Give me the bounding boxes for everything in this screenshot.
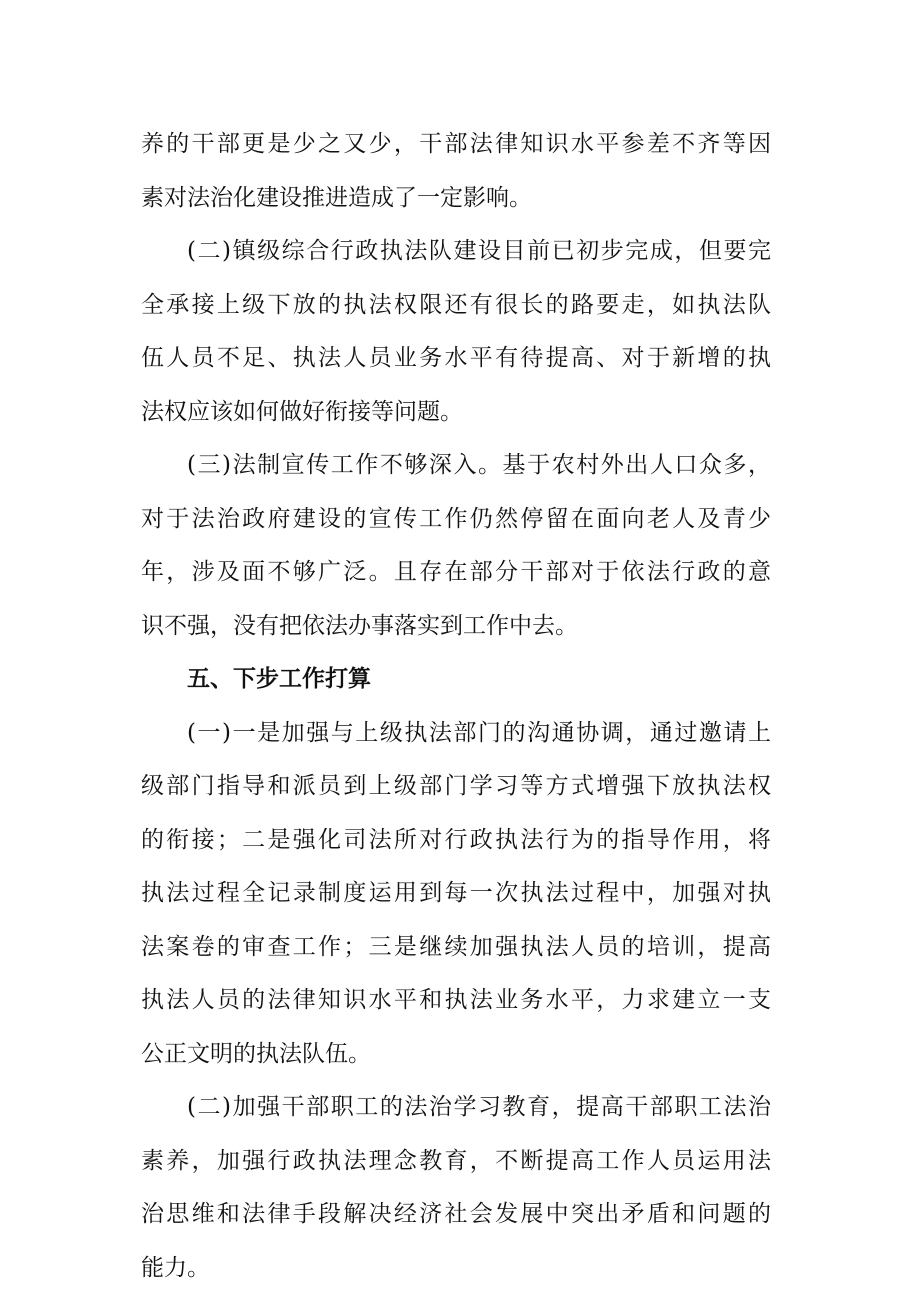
text-line: 执法人员的法律知识水平和执法业务水平，力求建立一支	[141, 974, 771, 1028]
section-heading: 五、下步工作打算	[141, 653, 771, 707]
text-line: 全承接上级下放的执法权限还有很长的路要走，如执法队	[141, 279, 771, 333]
text-line: 识不强，没有把依法办事落实到工作中去。	[141, 600, 771, 654]
text-line: 伍人员不足、执法人员业务水平有待提高、对于新增的执	[141, 332, 771, 386]
text-line: 级部门指导和派员到上级部门学习等方式增强下放执法权	[141, 760, 771, 814]
text-line: (二)镇级综合行政执法队建设目前已初步完成，但要完	[141, 225, 771, 279]
text-line: 能力。	[141, 1242, 771, 1295]
text-line: 公正文明的执法队伍。	[141, 1028, 771, 1082]
text-line: (一)一是加强与上级执法部门的沟通协调，通过邀请上	[141, 707, 771, 761]
document-body	[141, 118, 771, 1295]
text-line: 素对法治化建设推进造成了一定影响。	[141, 172, 771, 226]
text-line: (三)法制宣传工作不够深入。基于农村外出人口众多，	[141, 439, 771, 493]
text-line: 对于法治政府建设的宣传工作仍然停留在面向老人及青少	[141, 493, 771, 547]
text-line: (二)加强干部职工的法治学习教育，提高干部职工法治	[141, 1081, 771, 1135]
text-line: 治思维和法律手段解决经济社会发展中突出矛盾和问题的	[141, 1188, 771, 1242]
text-line: 法权应该如何做好衔接等问题。	[141, 386, 771, 440]
text-line: 素养，加强行政执法理念教育，不断提高工作人员运用法	[141, 1135, 771, 1189]
text-line: 年，涉及面不够广泛。且存在部分干部对于依法行政的意	[141, 546, 771, 600]
text-line: 法案卷的审查工作；三是继续加强执法人员的培训，提高	[141, 921, 771, 975]
text-line: 的衔接；二是强化司法所对行政执法行为的指导作用，将	[141, 814, 771, 868]
text-line: 养的干部更是少之又少，干部法律知识水平参差不齐等因	[141, 118, 771, 172]
text-line: 执法过程全记录制度运用到每一次执法过程中，加强对执	[141, 867, 771, 921]
